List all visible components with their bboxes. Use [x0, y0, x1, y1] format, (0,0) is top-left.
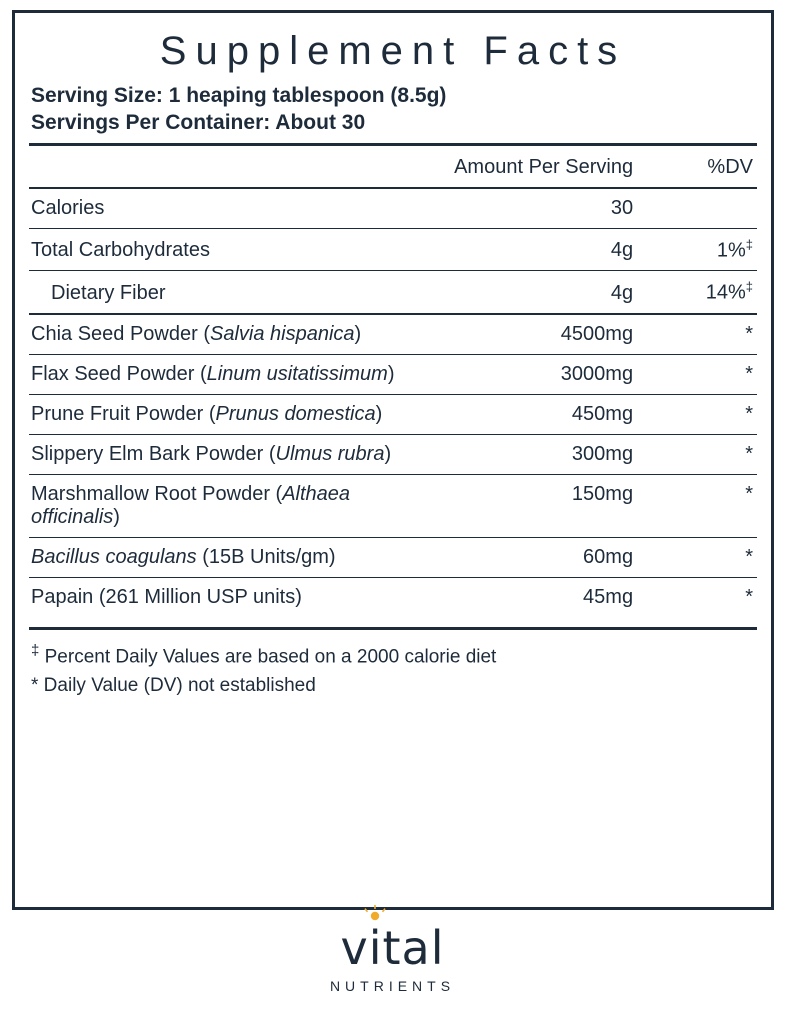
row-amount: 300mg	[437, 434, 655, 474]
latin-name: Ulmus rubra	[275, 442, 385, 465]
row-dv: *	[655, 354, 757, 394]
row-name: Total Carbohydrates	[29, 228, 437, 271]
table-row	[29, 314, 757, 355]
footnote-dv-not-established	[29, 672, 757, 701]
table-row	[29, 228, 757, 271]
row-dv: *	[655, 434, 757, 474]
row-amount: 450mg	[437, 394, 655, 434]
row-amount: 4g	[437, 271, 655, 314]
column-header-amount: Amount Per Serving	[437, 144, 655, 188]
row-name: Prune Fruit Powder (Prunus domestica)	[29, 394, 437, 434]
sun-icon	[362, 905, 388, 921]
row-amount: 30	[437, 188, 655, 229]
row-dv-value: 1%	[716, 239, 746, 262]
table-header-row	[29, 144, 757, 188]
table-row	[29, 271, 757, 314]
table-row	[29, 354, 757, 394]
row-name: Slippery Elm Bark Powder (Ulmus rubra)	[29, 434, 437, 474]
row-dv	[655, 228, 757, 271]
nutrition-table	[29, 143, 757, 617]
row-dv-value: 14%	[705, 281, 746, 304]
footnote-text: Daily Value (DV) not established	[38, 674, 316, 696]
row-name: Flax Seed Powder (Linum usitatissimum)	[29, 354, 437, 394]
row-name: Papain (261 Million USP units)	[29, 577, 437, 617]
brand-logo	[0, 921, 785, 994]
row-amount: 4500mg	[437, 314, 655, 355]
table-row	[29, 577, 757, 617]
table-row	[29, 394, 757, 434]
serving-size: Serving Size: 1 heaping tablespoon (8.5g)	[31, 84, 447, 107]
servings-per-container: Servings Per Container: About 30	[31, 111, 366, 135]
table-row	[29, 474, 757, 537]
brand-name	[340, 921, 445, 975]
row-dv: *	[655, 577, 757, 617]
footnotes	[29, 627, 757, 700]
column-header-name	[29, 144, 437, 188]
latin-name: Linum usitatissimum	[206, 362, 388, 385]
serving-info	[31, 82, 757, 137]
footnote-text: Percent Daily Values are based on a 2000 calorie diet	[39, 646, 497, 668]
footnote-daily-values	[29, 640, 757, 672]
latin-name: Althaea officinalis	[31, 482, 351, 528]
row-name: Dietary Fiber	[29, 271, 437, 314]
table-row	[29, 537, 757, 577]
row-dv-mark: ‡	[745, 279, 753, 295]
supplement-facts-panel	[12, 10, 774, 910]
row-name: Chia Seed Powder (Salvia hispanica)	[29, 314, 437, 355]
footnote-mark: ‡	[31, 641, 40, 659]
table-row	[29, 188, 757, 229]
row-dv: *	[655, 394, 757, 434]
latin-name: Bacillus coagulans	[31, 545, 197, 568]
row-amount: 45mg	[437, 577, 655, 617]
row-amount: 3000mg	[437, 354, 655, 394]
row-dv: *	[655, 537, 757, 577]
row-dv	[655, 271, 757, 314]
footnote-mark: *	[31, 674, 39, 696]
column-header-dv: %DV	[655, 144, 757, 188]
brand-name-text: vital	[340, 921, 445, 975]
row-dv	[655, 188, 757, 229]
row-dv: *	[655, 474, 757, 537]
page-title: Supplement Facts	[159, 29, 627, 73]
brand-subtitle: NUTRIENTS	[329, 978, 456, 994]
row-name: Bacillus coagulans (15B Units/gm)	[29, 537, 437, 577]
row-amount: 150mg	[437, 474, 655, 537]
row-amount: 4g	[437, 228, 655, 271]
row-name: Marshmallow Root Powder (Althaea officinalis)	[29, 474, 437, 537]
row-name: Calories	[29, 188, 437, 229]
row-dv: *	[655, 314, 757, 355]
latin-name: Salvia hispanica	[209, 322, 355, 345]
row-dv-mark: ‡	[745, 236, 753, 252]
latin-name: Prunus domestica	[215, 402, 376, 425]
table-row	[29, 434, 757, 474]
row-amount: 60mg	[437, 537, 655, 577]
